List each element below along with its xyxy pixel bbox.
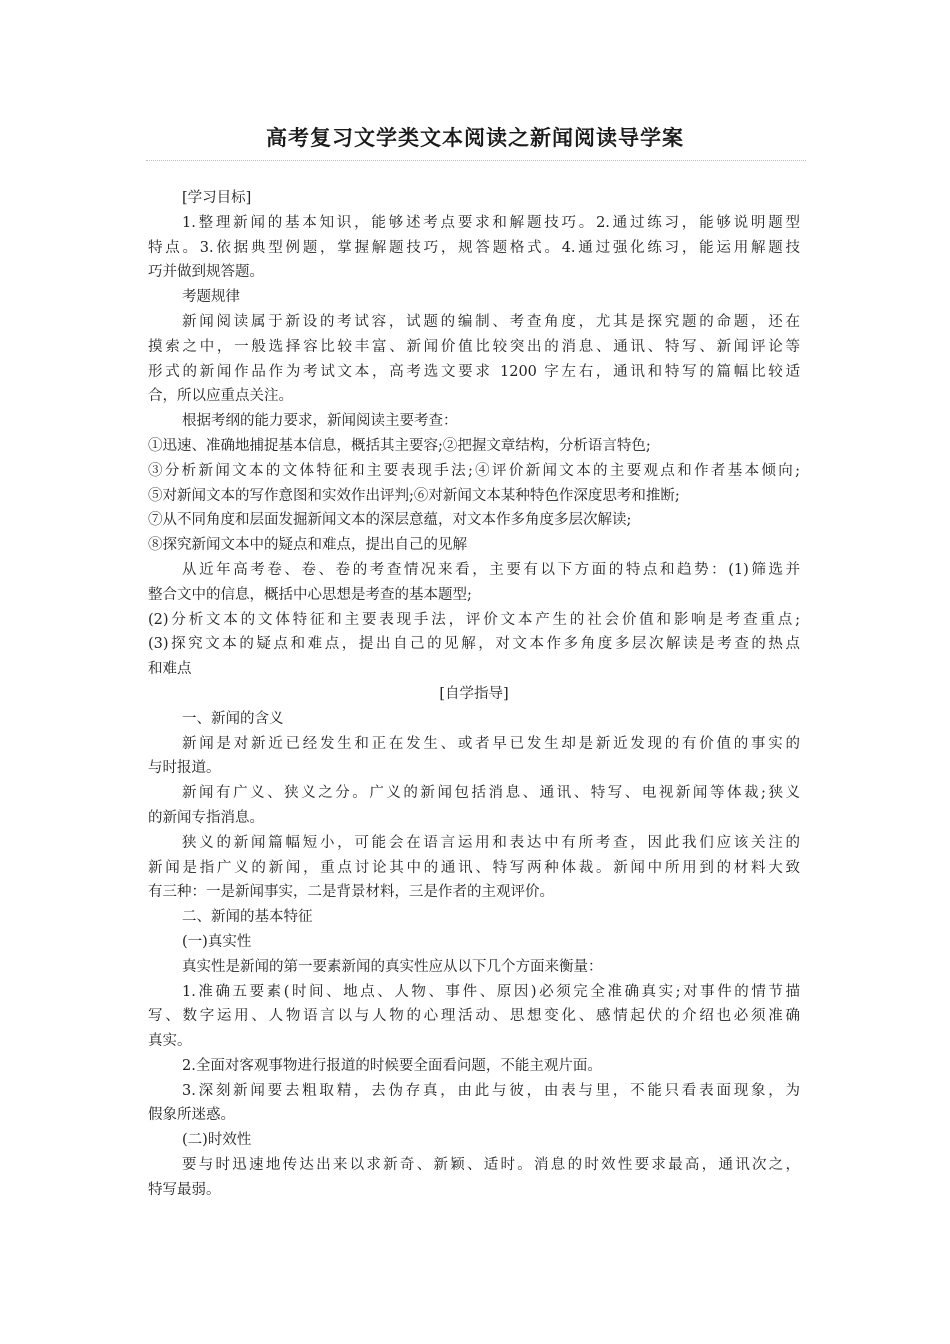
text-line: 新闻是对新近已经发生和正在发生、或者早已发生却是新近发现的有价值的事实的	[182, 735, 800, 752]
text-line: ①迅速、准确地捕捉基本信息，概括其主要容;②把握文章结构，分析语言特色;	[148, 437, 651, 454]
text-line: 要与时迅速地传达出来以求新奇、新颖、适时。消息的时效性要求最高，通讯次之，	[182, 1157, 800, 1174]
text-line: 和难点	[148, 661, 192, 678]
text-line: (3)探究文本的疑点和难点，提出自己的见解，对文本作多角度多层次解读是考查的热点	[148, 636, 800, 653]
title-divider	[146, 160, 806, 161]
text-line: ⑤对新闻文本的写作意图和实效作出评判;⑥对新闻文本某种特色作深度思考和推断;	[148, 487, 680, 504]
text-line: 3.深刻新闻要去粗取精，去伪存真，由此与彼，由表与里，不能只看表面现象，为	[182, 1082, 800, 1099]
document-body	[148, 186, 800, 1203]
text-line: (2)分析文本的文体特征和主要表现手法，评价文本产生的社会价值和影响是考查重点;	[148, 611, 800, 628]
text-line: 形式的新闻作品作为考试文本，高考选文要求 1200 字左右，通讯和特写的篇幅比较适	[148, 363, 800, 380]
text-line: 摸索之中，一般选择容比较丰富、新闻价值比较突出的消息、通讯、特写、新闻评论等	[148, 338, 800, 355]
text-line: 新闻有广义、狭义之分。广义的新闻包括消息、通讯、特写、电视新闻等体裁;狭义	[182, 785, 800, 802]
text-line: 与时报道。	[148, 760, 221, 777]
text-line: (一)真实性	[182, 933, 252, 950]
text-line: 二、新闻的基本特征	[182, 909, 313, 926]
text-line: 的新闻专指消息。	[148, 809, 264, 826]
text-line: 2.全面对客观事物进行报道的时候要全面看问题，不能主观片面。	[182, 1057, 602, 1074]
text-line: 合，所以应重点关注。	[148, 388, 293, 405]
text-line: 一、新闻的含义	[182, 710, 284, 727]
text-line: 新闻是指广义的新闻，重点讨论其中的通讯、特写两种体裁。新闻中所用到的材料大致	[148, 859, 800, 876]
text-line: 巧并做到规答题。	[148, 264, 264, 281]
text-line: (二)时效性	[182, 1132, 252, 1149]
section-heading: [自学指导]	[439, 685, 509, 702]
text-line: 整合文中的信息，概括中心思想是考查的基本题型;	[148, 586, 472, 603]
text-line: 假象所迷惑。	[148, 1107, 235, 1124]
text-line: 特写最弱。	[148, 1181, 221, 1198]
text-line: ⑧探究新闻文本中的疑点和难点，提出自己的见解	[148, 537, 467, 554]
text-line: 1.准确五要素(时间、地点、人物、事件、原因)必须完全准确真实;对事件的情节描	[182, 983, 800, 1000]
text-line: 特点。3.依据典型例题，掌握解题技巧，规答题格式。4.通过强化练习，能运用解题技	[148, 239, 800, 256]
text-line: [学习目标]	[182, 190, 252, 206]
text-line: 从近年高考卷、卷、卷的考查情况来看，主要有以下方面的特点和趋势：(1)筛选并	[182, 561, 800, 578]
text-line: 有三种：一是新闻事实，二是背景材料，三是作者的主观评价。	[148, 884, 554, 901]
document-title: 高考复习文学类文本阅读之新闻阅读导学案	[266, 125, 684, 150]
text-line: 考题规律	[182, 289, 240, 306]
text-line: 狭义的新闻篇幅短小，可能会在语言运用和表达中有所考查，因此我们应该关注的	[182, 834, 800, 851]
text-line: ③分析新闻文本的文体特征和主要表现手法;④评价新闻文本的主要观点和作者基本倾向;	[148, 462, 800, 479]
text-line: 真实。	[148, 1033, 192, 1050]
text-line: 真实性是新闻的第一要素新闻的真实性应从以下几个方面来衡量：	[182, 958, 603, 975]
text-line: 1.整理新闻的基本知识，能够述考点要求和解题技巧。2.通过练习，能够说明题型	[182, 214, 800, 231]
text-line: ⑦从不同角度和层面发掘新闻文本的深层意蕴，对文本作多角度多层次解读;	[148, 512, 632, 529]
text-line: 写、数字运用、人物语言以与人物的心理活动、思想变化、感情起伏的介绍也必须准确	[148, 1008, 800, 1025]
text-line: 根据考纲的能力要求，新闻阅读主要考查：	[182, 413, 458, 430]
text-line: 新闻阅读属于新设的考试容，试题的编制、考查角度，尤其是探究题的命题，还在	[182, 313, 800, 330]
